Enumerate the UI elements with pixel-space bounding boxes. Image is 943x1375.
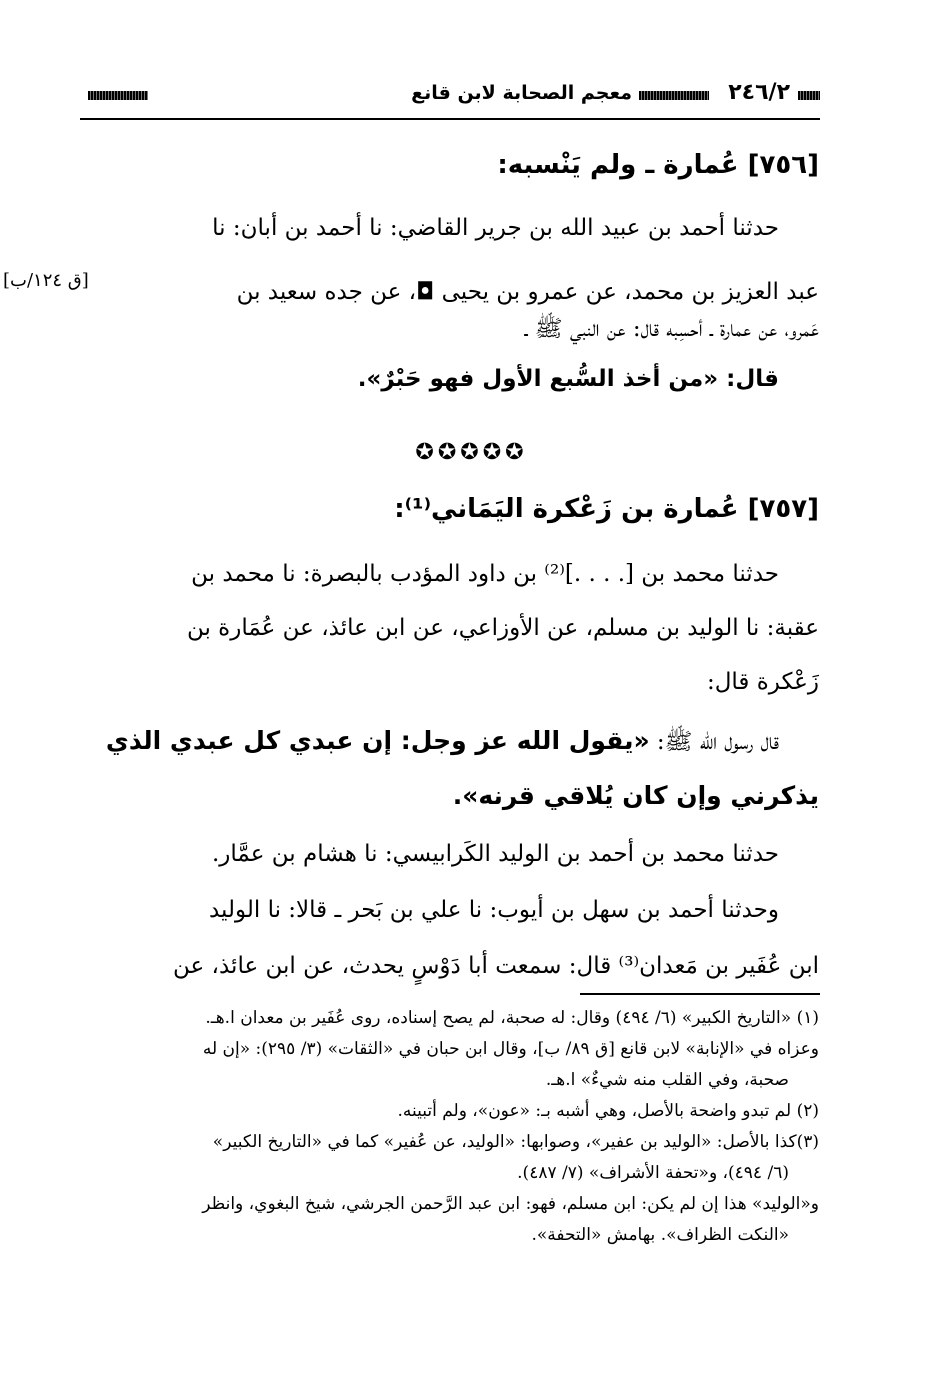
footnote-3-cont: (٦/ ٤٩٤)، و«تحفة الأشراف» (٧/ ٤٨٧). [517, 1163, 789, 1183]
footnote-1: (١) «التاريخ الكبير» (٦/ ٤٩٤) وقال: له صحبة، لم يصح إسناده، روى عُفَير بن معدان ا.هـ. [205, 1008, 819, 1028]
text-line [82, 714, 819, 769]
header-rule [80, 118, 820, 120]
header-ornament-bar [88, 91, 148, 100]
hadith-intro: قال رسول الله ﷺ: [649, 729, 779, 755]
footnote-3: (٣)كذا بالأصل: «الوليد بن عفير»، وصوابها: «الوليد، عن عُفير» كما في «التاريخ الكبير» [212, 1132, 819, 1152]
entry-756-body-cont [82, 304, 819, 404]
footnote-1-cont: صحبة، وفي القلب منه شيءٌ» ا.هـ. [545, 1070, 789, 1090]
header-ornament-bar [639, 91, 709, 100]
hadith-text: قال: «من أخذ السُّبع الأول فهو حَبْرٌ». [357, 366, 779, 392]
text-line: زَعْكرة قال: [706, 669, 819, 695]
section-separator: ✪✪✪✪✪ [415, 440, 528, 465]
footnote-3-note: و«الوليد» هذا إن لم يكن: ابن مسلم، فهو: ابن عبد الرَّحمن الجرشي، شيخ البغوي، وانظر [202, 1194, 819, 1214]
hadith-text: «يقول الله عز وجل: إن عبدي كل عبدي الذي [105, 726, 650, 755]
entry-756-title: [٧٥٦] عُمارة ـ ولم يَنْسبه: [497, 150, 819, 180]
footnote-3-note-cont: «النكت الظراف». بهامش «التحفة». [531, 1225, 789, 1245]
text-line: عبد العزيز بن محمد، عن عمرو بن يحيى ◘، عن جده سعيد بن [236, 279, 819, 305]
book-title: معجم الصحابة لابن قانع [411, 82, 632, 104]
text-line: عقبة: نا الوليد بن مسلم، عن الأوزاعي، عن ابن عائذ، عن عُمَارة بن [186, 615, 819, 641]
hadith-text: يذكرني وإن كان يُلاقي قرنه». [452, 781, 819, 810]
manuscript-margin-note: [ق ١٢٤/ب] [3, 270, 89, 291]
entry-757-body [82, 547, 819, 709]
text-line: ابن عُفَير بن مَعدان⁽³⁾ قال: سمعت أبا دَوْسٍ يحدث، عن ابن عائذ، عن [173, 953, 819, 979]
header-ornament-bar [798, 91, 820, 100]
entry-757-isnad [82, 826, 819, 994]
text-line: حدثنا محمد بن أحمد بن الوليد الكَرابيسي: نا هشام بن عمَّار. [211, 841, 779, 867]
entry-757-title: [٧٥٧] عُمارة بن زَعْكرة اليَمَاني⁽¹⁾: [394, 494, 819, 524]
page-number: ٢٤٦/٢ [728, 80, 790, 105]
entry-757-hadith [82, 714, 819, 823]
text-line: حدثنا أحمد بن عبيد الله بن جرير القاضي: نا أحمد بن أبان: نا [212, 215, 779, 241]
footnotes [82, 1003, 819, 1251]
footnote-1-cont: وعزاه في «الإنابة» لابن قانع [ق ٨٩/ ب]، وقال ابن حبان في «الثقات» (٣/ ٢٩٥): «إن له [202, 1039, 819, 1059]
text-line: حدثنا محمد بن [. . . .]⁽²⁾ بن داود المؤدب بالبصرة: نا محمد بن [191, 561, 779, 587]
text-line: وحدثنا أحمد بن سهل بن أيوب: نا علي بن بَحر ـ قالا: نا الوليد [208, 897, 779, 923]
footnote-2: (٢) لم تبدو واضحة بالأصل، وهي أشبه بـ: «عون»، ولم أتبينه. [397, 1101, 819, 1121]
text-line: عَمرو، عن عمارة ـ أحسِبه قال: عن النبي ﷺ ـ [524, 316, 819, 342]
footnote-rule [580, 993, 820, 995]
running-header [80, 78, 820, 114]
